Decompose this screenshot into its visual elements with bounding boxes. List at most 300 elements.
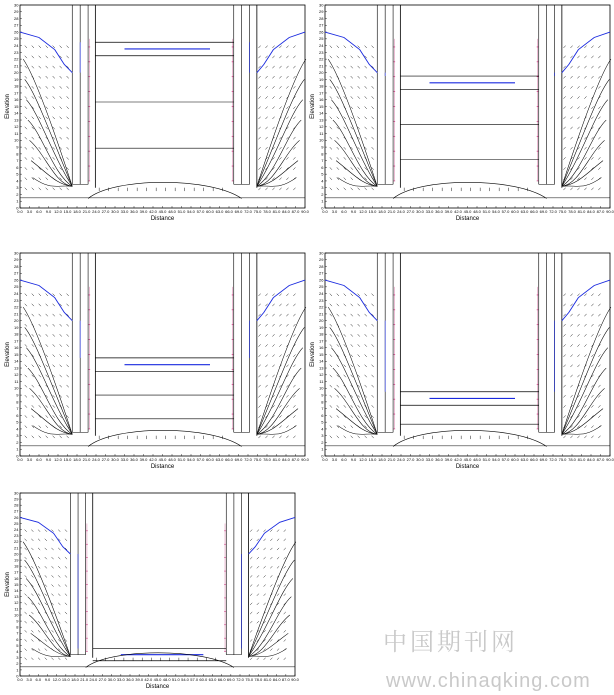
flow-vector xyxy=(60,46,62,48)
x-tick-label: 78.0 xyxy=(254,677,263,682)
flow-vector xyxy=(591,107,593,109)
flow-vector xyxy=(39,375,41,377)
flow-vector xyxy=(337,147,339,149)
flow-vector xyxy=(598,385,600,387)
flow-vector xyxy=(39,147,41,149)
flow-vector xyxy=(32,86,34,88)
flow-vector xyxy=(358,415,360,417)
flow-vector xyxy=(351,117,353,119)
flow-vector xyxy=(38,539,40,541)
y-tick-label: 13 xyxy=(319,365,324,371)
y-tick-label: 23 xyxy=(14,297,19,303)
flow-vector xyxy=(279,66,281,68)
y-tick-label: 18 xyxy=(319,83,324,89)
flow-vector xyxy=(279,426,281,428)
flow-vector xyxy=(46,117,48,119)
y-tick-label: 0 xyxy=(321,205,324,211)
flow-vector xyxy=(293,405,295,407)
flow-vector xyxy=(365,188,367,190)
flow-vector xyxy=(365,436,367,438)
flow-vector xyxy=(258,334,260,336)
flow-vector xyxy=(563,86,565,88)
x-tick-label: 57.0 xyxy=(196,209,205,214)
flow-vector xyxy=(372,46,374,48)
flow-vector xyxy=(284,594,286,596)
flow-vector xyxy=(330,167,332,169)
flow-vector xyxy=(584,178,586,180)
flow-vector xyxy=(591,147,593,149)
flow-vector xyxy=(58,575,60,577)
x-tick-label: 15.0 xyxy=(63,457,72,462)
flow-vector xyxy=(358,117,360,119)
flow-vector xyxy=(293,147,295,149)
flow-vector xyxy=(60,76,62,78)
flow-vector xyxy=(272,344,274,346)
flow-vector xyxy=(284,639,286,641)
flow-vector xyxy=(293,167,295,169)
flow-vector xyxy=(32,294,34,296)
flow-vector xyxy=(598,147,600,149)
flow-vector xyxy=(279,355,281,357)
flow-vector xyxy=(577,304,579,306)
flow-vector xyxy=(265,355,267,357)
flow-vector xyxy=(591,178,593,180)
contour-line xyxy=(25,79,73,186)
flow-vector xyxy=(25,649,27,651)
flow-vector xyxy=(358,147,360,149)
flow-vector xyxy=(258,107,260,109)
flow-vector xyxy=(25,557,27,559)
flow-vector xyxy=(286,137,288,139)
y-tick-label: 24 xyxy=(14,527,19,532)
flow-vector xyxy=(330,137,332,139)
x-tick-label: 24.0 xyxy=(92,209,100,214)
y-tick-label: 1 xyxy=(16,198,19,204)
flow-vector xyxy=(358,324,360,326)
y-tick-label: 21 xyxy=(14,545,19,551)
contour-line xyxy=(393,430,547,446)
x-tick-label: 66.0 xyxy=(217,677,226,682)
flow-vector xyxy=(330,426,332,428)
flow-vector xyxy=(563,385,565,387)
flow-vector xyxy=(258,46,260,48)
y-tick-label: 3 xyxy=(321,433,324,439)
flow-vector xyxy=(286,157,288,159)
flow-vector xyxy=(45,594,47,596)
x-tick-label: 48.0 xyxy=(473,209,481,214)
x-tick-label: 63.0 xyxy=(208,677,217,682)
flow-vector xyxy=(279,314,281,316)
flow-vector xyxy=(598,46,600,48)
y-tick-label: 9 xyxy=(321,392,324,398)
x-tick-label: 42.0 xyxy=(454,457,462,462)
flow-vector xyxy=(372,76,374,78)
flow-vector xyxy=(570,56,572,58)
flow-vector xyxy=(60,127,62,129)
y-tick-label: 13 xyxy=(14,365,19,371)
watermark-url: www.chinaqking.com xyxy=(386,670,591,692)
x-tick-label: 6.0 xyxy=(341,457,347,462)
x-tick-label: 24.0 xyxy=(397,209,405,214)
flow-vector xyxy=(344,314,346,316)
flow-vector xyxy=(279,157,281,159)
flow-vector xyxy=(250,594,252,596)
flow-vector xyxy=(351,127,353,129)
flow-vector xyxy=(351,46,353,48)
x-tick-label: 48.0 xyxy=(473,457,481,462)
x-tick-label: 54.0 xyxy=(492,457,500,462)
y-tick-label: 7 xyxy=(16,406,19,412)
flow-vector xyxy=(25,630,27,632)
flow-vector xyxy=(598,415,600,417)
x-tick-label: 27.0 xyxy=(101,209,110,214)
flow-vector xyxy=(264,548,266,550)
flow-vector xyxy=(46,167,48,169)
y-tick-label: 11 xyxy=(14,606,19,612)
flow-vector xyxy=(67,188,69,190)
flow-vector xyxy=(25,137,27,139)
y-tick-label: 30 xyxy=(319,250,324,256)
x-tick-label: 72.0 xyxy=(236,677,244,682)
flow-vector xyxy=(563,188,565,190)
flow-vector xyxy=(365,365,367,367)
flow-vector xyxy=(31,639,33,641)
x-tick-label: 78.0 xyxy=(263,209,271,214)
y-tick-label: 25 xyxy=(319,36,324,42)
flow-vector xyxy=(372,334,374,336)
flow-vector xyxy=(577,46,579,48)
contour-line xyxy=(88,430,242,446)
x-tick-label: 30.0 xyxy=(416,209,424,214)
flow-vector xyxy=(272,188,274,190)
flow-vector xyxy=(264,585,266,587)
flow-vector xyxy=(25,344,27,346)
flow-vector xyxy=(53,107,55,109)
flow-vector xyxy=(67,375,69,377)
x-tick-label: 9.0 xyxy=(350,209,357,214)
flow-vector xyxy=(38,594,40,596)
flow-vector xyxy=(53,46,55,48)
x-tick-label: 3.0 xyxy=(26,457,33,462)
flow-vector xyxy=(591,426,593,428)
y-tick-label: 22 xyxy=(14,539,19,545)
flow-vector xyxy=(32,385,34,387)
flow-vector xyxy=(39,66,41,68)
y-tick-label: 22 xyxy=(14,56,19,62)
flow-vector xyxy=(31,548,33,550)
x-tick-label: 87.0 xyxy=(291,457,300,462)
x-tick-label: 69.0 xyxy=(226,677,235,682)
flow-vector xyxy=(563,107,565,109)
x-tick-label: 15.0 xyxy=(61,677,70,682)
flow-vector xyxy=(337,314,339,316)
flow-vector xyxy=(53,334,55,336)
flow-vector xyxy=(584,395,586,397)
flow-vector xyxy=(277,548,279,550)
flow-vector xyxy=(365,344,367,346)
flow-vector xyxy=(284,630,286,632)
flow-vector xyxy=(337,365,339,367)
flow-vector xyxy=(344,56,346,58)
x-tick-label: 3.0 xyxy=(26,209,33,214)
x-tick-label: 39.0 xyxy=(139,457,148,462)
flow-vector xyxy=(32,167,34,169)
flow-vector xyxy=(46,56,48,58)
flow-vector xyxy=(344,66,346,68)
x-tick-label: 6.0 xyxy=(36,457,42,462)
y-tick-label: 23 xyxy=(319,49,324,55)
x-tick-label: 27.0 xyxy=(406,457,415,462)
x-tick-label: 9.0 xyxy=(45,457,52,462)
x-tick-label: 69.0 xyxy=(539,457,548,462)
flow-vector xyxy=(277,539,279,541)
flow-vector xyxy=(358,294,360,296)
x-tick-label: 33.0 xyxy=(120,209,129,214)
flow-vector xyxy=(32,334,34,336)
contour-line xyxy=(562,409,603,435)
flow-vector xyxy=(570,334,572,336)
y-tick-label: 10 xyxy=(319,385,324,391)
flow-vector xyxy=(358,355,360,357)
flow-vector xyxy=(563,56,565,58)
flow-vector xyxy=(337,385,339,387)
flow-vector xyxy=(570,375,572,377)
flow-vector xyxy=(279,86,281,88)
flow-vector xyxy=(358,405,360,407)
x-tick-label: 84.0 xyxy=(282,457,290,462)
flow-vector xyxy=(39,86,41,88)
y-tick-label: 21 xyxy=(14,63,19,69)
y-tick-label: 17 xyxy=(319,90,324,96)
flow-vector xyxy=(46,107,48,109)
flow-vector xyxy=(358,76,360,78)
chart-svg-1 xyxy=(3,2,308,230)
flow-vector xyxy=(45,603,47,605)
flow-vector xyxy=(598,314,600,316)
y-tick-label: 17 xyxy=(319,338,324,344)
x-tick-label: 57.0 xyxy=(190,677,199,682)
x-tick-label: 39.0 xyxy=(444,457,453,462)
flow-vector xyxy=(358,86,360,88)
x-tick-label: 87.0 xyxy=(291,209,300,214)
y-tick-label: 24 xyxy=(14,43,19,48)
flow-vector xyxy=(53,314,55,316)
flow-vector xyxy=(38,530,40,532)
flow-vector xyxy=(58,612,60,614)
flow-vector xyxy=(25,167,27,169)
y-tick-label: 9 xyxy=(16,618,19,624)
y-tick-label: 9 xyxy=(16,144,19,150)
flow-vector xyxy=(358,395,360,397)
flow-vector xyxy=(337,344,339,346)
flow-vector xyxy=(46,324,48,326)
flow-vector xyxy=(330,178,332,180)
flow-vector xyxy=(60,365,62,367)
flow-vector xyxy=(264,658,266,660)
x-tick-label: 21.0 xyxy=(387,209,396,214)
x-tick-label: 3.0 xyxy=(26,677,32,682)
x-tick-label: 18.0 xyxy=(71,677,79,682)
flow-vector xyxy=(284,539,286,541)
y-tick-label: 5 xyxy=(16,419,19,425)
flow-vector xyxy=(337,66,339,68)
flow-vector xyxy=(272,76,274,78)
flow-vector xyxy=(279,415,281,417)
flow-vector xyxy=(25,575,27,577)
flow-vector xyxy=(365,127,367,129)
flow-vector xyxy=(265,385,267,387)
flow-vector xyxy=(46,76,48,78)
x-tick-label: 33.0 xyxy=(425,457,434,462)
flow-vector xyxy=(39,117,41,119)
x-tick-label: 42.0 xyxy=(149,457,157,462)
y-tick-label: 20 xyxy=(319,318,324,324)
flow-vector xyxy=(53,147,55,149)
contour-line xyxy=(25,560,71,656)
x-tick-label: 78.0 xyxy=(263,457,271,462)
x-tick-label: 75.0 xyxy=(558,209,567,214)
x-tick-label: 87.0 xyxy=(281,677,290,682)
x-tick-label: 54.0 xyxy=(187,457,195,462)
flow-vector xyxy=(39,405,41,407)
flow-vector xyxy=(563,395,565,397)
flow-vector xyxy=(591,188,593,190)
y-tick-label: 7 xyxy=(16,630,19,636)
flow-vector xyxy=(344,426,346,428)
x-axis-label: Distance xyxy=(150,464,175,470)
x-tick-label: 48.0 xyxy=(168,457,176,462)
x-tick-label: 12.0 xyxy=(54,457,62,462)
flow-vector xyxy=(39,324,41,326)
flow-vector xyxy=(563,167,565,169)
flow-vector xyxy=(358,167,360,169)
flow-vector xyxy=(38,566,40,568)
flow-vector xyxy=(25,56,27,58)
flow-vector xyxy=(570,294,572,296)
flow-vector xyxy=(60,334,62,336)
flow-vector xyxy=(53,178,55,180)
x-tick-label: 36.0 xyxy=(130,209,138,214)
flow-vector xyxy=(65,539,67,541)
flow-vector xyxy=(67,344,69,346)
flow-vector xyxy=(46,334,48,336)
flow-vector xyxy=(257,539,259,541)
flow-vector xyxy=(372,117,374,119)
y-tick-label: 26 xyxy=(319,277,324,283)
flow-vector xyxy=(330,117,332,119)
x-tick-label: 33.0 xyxy=(120,457,129,462)
y-tick-label: 8 xyxy=(16,399,19,405)
flow-vector xyxy=(293,334,295,336)
y-tick-label: 14 xyxy=(14,110,19,116)
y-tick-label: 13 xyxy=(319,117,324,123)
y-tick-label: 25 xyxy=(14,520,19,526)
y-tick-label: 15 xyxy=(14,351,19,357)
x-tick-label: 75.0 xyxy=(253,457,262,462)
flow-vector xyxy=(365,324,367,326)
y-tick-label: 3 xyxy=(16,655,19,661)
flow-vector xyxy=(264,539,266,541)
flow-vector xyxy=(65,566,67,568)
y-tick-label: 2 xyxy=(321,191,324,197)
x-tick-label: 81.0 xyxy=(272,209,281,214)
flow-vector xyxy=(372,178,374,180)
flow-vector xyxy=(591,405,593,407)
flow-vector xyxy=(351,355,353,357)
flow-vector xyxy=(257,557,259,559)
flow-vector xyxy=(46,127,48,129)
x-tick-label: 81.0 xyxy=(577,457,586,462)
flow-vector xyxy=(265,107,267,109)
y-tick-label: 23 xyxy=(319,297,324,303)
y-tick-label: 8 xyxy=(16,151,19,157)
y-tick-label: 2 xyxy=(16,661,19,667)
x-tick-label: 15.0 xyxy=(368,209,377,214)
contour-line xyxy=(31,633,71,656)
x-tick-label: 72.0 xyxy=(244,209,252,214)
flow-vector xyxy=(591,86,593,88)
y-tick-label: 20 xyxy=(14,70,19,76)
flow-vector xyxy=(270,530,272,532)
flow-vector xyxy=(265,436,267,438)
flow-vector xyxy=(53,304,55,306)
flow-vector xyxy=(51,585,53,587)
flow-vector xyxy=(25,157,27,159)
x-tick-label: 81.0 xyxy=(577,209,586,214)
flow-vector xyxy=(351,324,353,326)
flow-vector xyxy=(25,324,27,326)
flow-vector xyxy=(67,395,69,397)
flow-vector xyxy=(272,127,274,129)
y-axis-label: Elevation xyxy=(5,94,11,119)
flow-vector xyxy=(337,96,339,98)
flow-vector xyxy=(563,294,565,296)
flow-vector xyxy=(257,585,259,587)
flow-vector xyxy=(65,630,67,632)
y-tick-label: 26 xyxy=(14,277,19,283)
flow-vector xyxy=(351,405,353,407)
x-tick-label: 90.0 xyxy=(301,457,309,462)
flow-vector xyxy=(577,107,579,109)
x-tick-label: 9.0 xyxy=(350,457,357,462)
flow-vector xyxy=(570,46,572,48)
flow-vector xyxy=(344,76,346,78)
flow-vector xyxy=(584,66,586,68)
y-axis-label: Elevation xyxy=(5,572,11,597)
flow-vector xyxy=(337,324,339,326)
flow-vector xyxy=(51,557,53,559)
flow-vector xyxy=(250,658,252,660)
flow-vector xyxy=(65,603,67,605)
x-tick-label: 60.0 xyxy=(206,457,214,462)
flow-vector xyxy=(330,365,332,367)
flow-vector xyxy=(293,137,295,139)
flow-vector xyxy=(53,426,55,428)
flow-vector xyxy=(591,324,593,326)
flow-vector xyxy=(32,66,34,68)
x-tick-label: 72.0 xyxy=(549,209,557,214)
flow-vector xyxy=(265,294,267,296)
x-tick-label: 42.0 xyxy=(144,677,153,682)
flow-vector xyxy=(591,355,593,357)
flow-vector xyxy=(53,76,55,78)
flow-vector xyxy=(584,76,586,78)
flow-vector xyxy=(570,96,572,98)
flow-vector xyxy=(250,585,252,587)
flow-vector xyxy=(25,188,27,190)
x-tick-label: 0.0 xyxy=(17,209,23,214)
flow-vector xyxy=(272,56,274,58)
